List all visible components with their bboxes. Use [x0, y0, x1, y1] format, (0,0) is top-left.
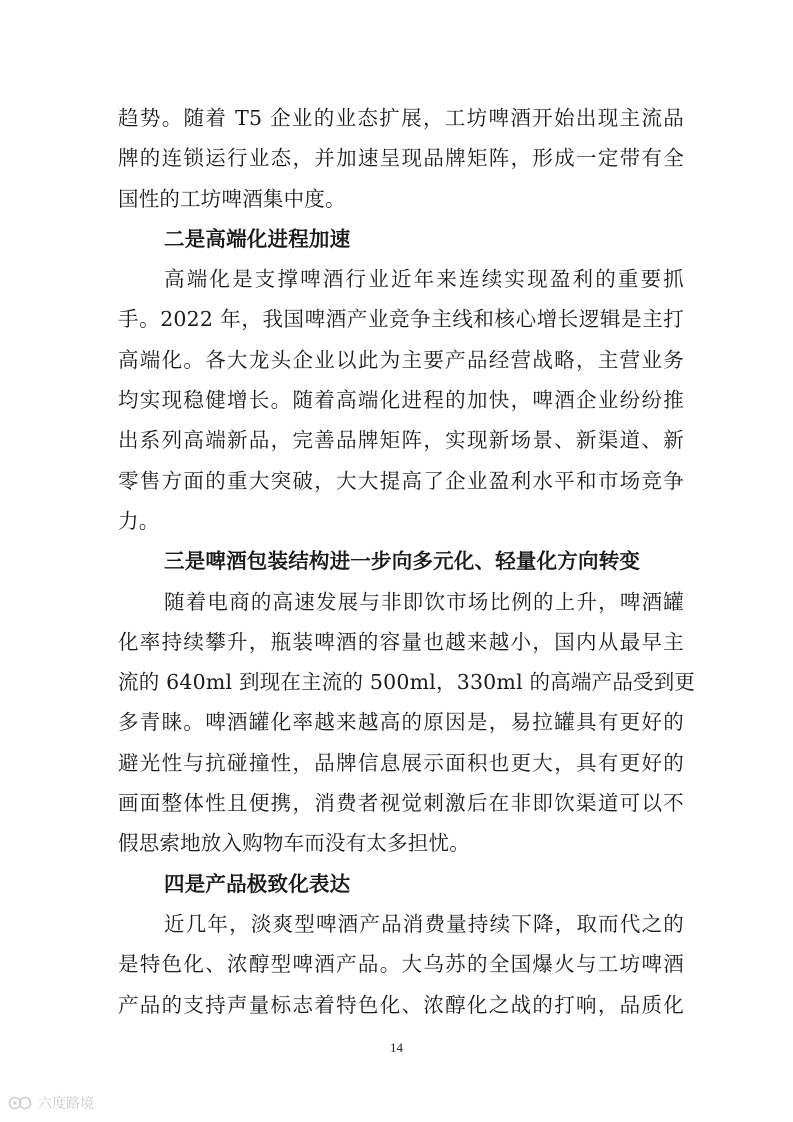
paragraph-line: 零售方面的重大突破，大大提高了企业盈利水平和市场竞争	[118, 468, 684, 493]
section-heading: 二是高端化进程加速	[164, 226, 351, 251]
paragraph-line: 产品的支持声量标志着特色化、浓醇化之战的打响，品质化	[118, 992, 684, 1017]
paragraph-line: 是特色化、浓醇型啤酒产品。大乌苏的全国爆火与工坊啤酒	[118, 952, 684, 977]
paragraph-line: 力。	[118, 508, 160, 533]
page-number: 14	[390, 1040, 403, 1055]
paragraph-line: 出系列高端新品，完善品牌矩阵，实现新场景、新渠道、新	[118, 428, 684, 453]
paragraph-line: 高端化是支撑啤酒行业近年来连续实现盈利的重要抓	[164, 267, 684, 292]
paragraph-line: 假思索地放入购物车而没有太多担忧。	[118, 831, 470, 856]
paragraph-line: 流的 640ml 到现在主流的 500ml，330ml 的高端产品受到更	[118, 670, 696, 695]
paragraph-line: 均实现稳健增长。随着高端化进程的加快，啤酒企业纷纷推	[118, 388, 684, 413]
paragraph-line: 随着电商的高速发展与非即饮市场比例的上升，啤酒罐	[164, 589, 684, 614]
paragraph-line: 近几年，淡爽型啤酒产品消费量持续下降，取而代之的	[164, 911, 684, 936]
paragraph-line: 牌的连锁运行业态，并加速呈现品牌矩阵，形成一定带有全	[118, 146, 684, 171]
paragraph-line: 化率持续攀升，瓶装啤酒的容量也越来越小，国内从最早主	[118, 629, 684, 654]
paragraph-line: 多青睐。啤酒罐化率越来越高的原因是，易拉罐具有更好的	[118, 710, 684, 735]
watermark-logo-icon	[8, 1095, 34, 1111]
paragraph-line: 避光性与抗碰撞性，品牌信息展示面积也更大，具有更好的	[118, 750, 684, 775]
paragraph-line: 国性的工坊啤酒集中度。	[118, 186, 346, 211]
watermark-text: 六度路境	[38, 1096, 94, 1112]
section-heading: 三是啤酒包装结构进一步向多元化、轻量化方向转变	[164, 549, 641, 574]
paragraph-line: 画面整体性且便携，消费者视觉刺激后在非即饮渠道可以不	[118, 791, 684, 816]
paragraph-line: 手。2022 年，我国啤酒产业竞争主线和核心增长逻辑是主打	[118, 307, 684, 332]
section-heading: 四是产品极致化表达	[164, 871, 351, 896]
watermark	[8, 1093, 94, 1113]
paragraph-line: 高端化。各大龙头企业以此为主要产品经营战略，主营业务	[118, 347, 684, 372]
text-body	[118, 98, 696, 1025]
paragraph-line: 趋势。随着 T5 企业的业态扩展，工坊啤酒开始出现主流品	[118, 106, 684, 130]
document-page	[118, 98, 696, 1025]
